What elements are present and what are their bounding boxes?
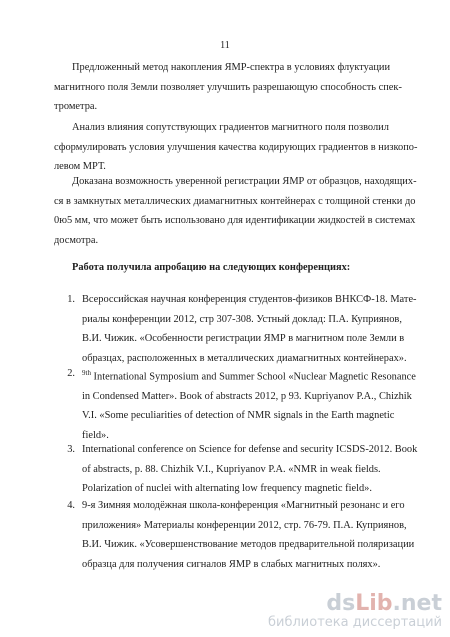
text-line: field». xyxy=(82,429,109,441)
list-number: 3. xyxy=(67,444,75,455)
text-line: сформулировать условия улучшения качества кодирующих градиентов в низкопо- xyxy=(54,141,418,153)
text-line: Доказана возможность уверенной регистрации ЯМР от образцов, находящих- xyxy=(72,176,417,187)
list-number: 4. xyxy=(67,500,75,511)
conference-item xyxy=(67,290,432,368)
text-line: риалы конференции 2012, стр 307-308. Устный доклад: П.А. Куприянов, xyxy=(82,313,402,325)
text-line: Предложенный метод накопления ЯМР-спектра в условиях флуктуации xyxy=(72,62,391,73)
text-line xyxy=(82,364,432,387)
conference-item xyxy=(67,496,432,574)
ordinal-superscript: 9th xyxy=(82,369,91,377)
watermark-logo xyxy=(268,593,442,615)
text-line: Polarization of nuclei with alternating low frequency magnetic field». xyxy=(82,483,372,494)
text-fragment: International Symposium and Summer School «Nuclear Magnetic Resonance xyxy=(90,371,416,383)
watermark xyxy=(268,593,442,631)
text-line: International conference on Science for defense and security ICSDS-2012. Book xyxy=(82,444,418,455)
list-number: 1. xyxy=(67,294,75,305)
text-line: of abstracts, p. 88. Chizhik V.I., Kupriyanov P.A. «NMR in weak fields. xyxy=(82,463,381,475)
text-line: левом МРТ. xyxy=(54,161,106,172)
text-line: Анализ влияния сопутствующих градиентов магнитного поля позволил xyxy=(72,122,389,133)
text-line: магнитного поля Земли позволяет улучшить разрешающую способность спек- xyxy=(54,81,402,93)
page-number: 11 xyxy=(220,40,230,51)
text-line: В.И. Чижик. «Усовершенствование методов предварительной поляризации xyxy=(82,539,415,550)
list-number: 2. xyxy=(67,368,75,379)
text-line: in Condensed Matter». Book of abstracts 2012, p 93. Kupriyanov P.A., Chizhik xyxy=(82,390,412,402)
logo-part: ds xyxy=(326,591,356,616)
text-line: образца для получения сигналов ЯМР в слабых магнитных полях». xyxy=(82,558,381,570)
text-line: ся в замкнутых металлических диамагнитных контейнерах с толщиной стенки до xyxy=(54,195,416,207)
text-line: досмотра. xyxy=(54,234,99,246)
conference-item xyxy=(67,440,432,499)
text-line: образцах, расположенных в металлических диамагнитных контейнерах». xyxy=(82,352,407,364)
text-line: V.I. «Some peculiarities of detection of NMR signals in the Earth magnetic xyxy=(82,410,395,422)
text-line: приложения» Материалы конференции 2012, стр. 76-79. П.А. Куприянов, xyxy=(82,519,407,531)
paragraph-2 xyxy=(54,118,430,177)
watermark-subtitle: библиотека диссертаций xyxy=(268,615,442,630)
text-line: Всероссийская научная конференция студентов-физиков ВНКСФ-18. Мате- xyxy=(82,294,417,305)
conferences-heading: Работа получила апробацию на следующих конференциях: xyxy=(72,262,351,273)
logo-part: .net xyxy=(392,591,442,616)
text-line: 0ю5 мм, что может быть использовано для идентификации жидкостей в системах xyxy=(54,215,416,226)
paragraph-1 xyxy=(54,58,430,117)
paragraph-3 xyxy=(54,172,430,250)
conference-item xyxy=(67,364,432,445)
logo-part: Lib xyxy=(355,591,393,616)
text-line: 9-я Зимняя молодёжная школа-конференция «Магнитный резонанс и его xyxy=(82,500,405,511)
text-line: трометра. xyxy=(54,101,98,112)
text-line: В.И. Чижик. «Особенности регистрации ЯМР в магнитном поле Земли в xyxy=(82,333,405,344)
